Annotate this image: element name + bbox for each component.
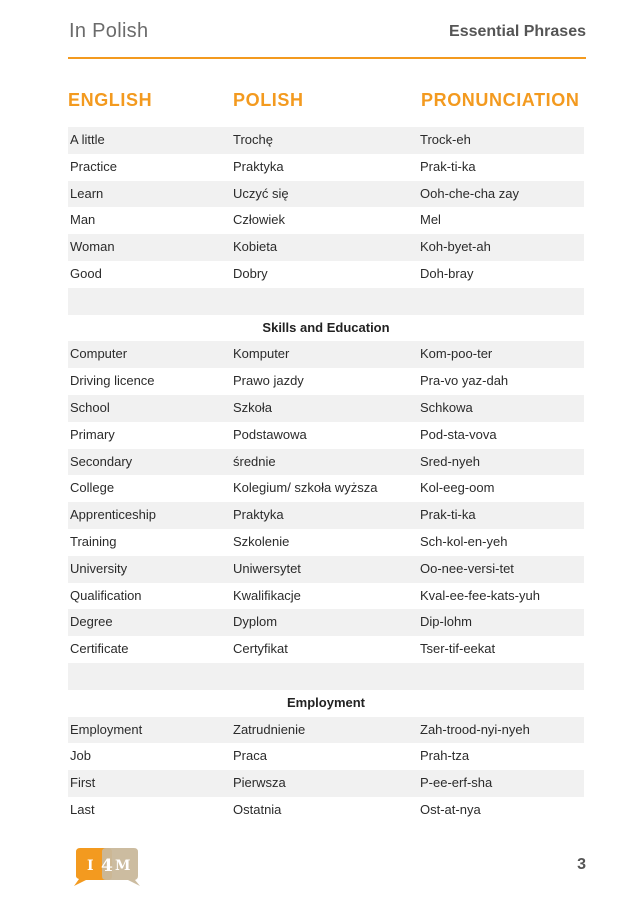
spacer-row bbox=[68, 288, 584, 315]
phrase-group-general bbox=[68, 127, 584, 288]
table-row bbox=[68, 368, 584, 395]
english-cell: Last bbox=[70, 801, 95, 817]
english-cell: Secondary bbox=[70, 453, 133, 469]
english-cell: Degree bbox=[70, 614, 113, 630]
table-row bbox=[68, 207, 584, 234]
pronunciation-cell: Schkowa bbox=[420, 399, 473, 415]
polish-cell: Pierwsza bbox=[233, 775, 286, 791]
pronunciation-cell: Pra-vo yaz-dah bbox=[420, 373, 509, 389]
section-row bbox=[68, 690, 584, 717]
polish-cell: Prawo jazdy bbox=[233, 373, 304, 389]
table-row bbox=[68, 743, 584, 770]
table-row bbox=[68, 422, 584, 449]
polish-cell: Kolegium/ szkoła wyższa bbox=[233, 480, 378, 496]
english-cell: Computer bbox=[70, 346, 128, 362]
polish-cell: Uniwersytet bbox=[233, 560, 301, 576]
pronunciation-cell: Kol-eeg-oom bbox=[420, 480, 495, 496]
english-cell: A little bbox=[70, 132, 105, 147]
polish-cell: Kobieta bbox=[233, 239, 278, 255]
english-cell: Qualification bbox=[70, 587, 142, 603]
english-cell: Job bbox=[70, 748, 91, 764]
logo-letter-i: I bbox=[87, 858, 94, 874]
table-row bbox=[68, 583, 584, 610]
table-row bbox=[68, 502, 584, 529]
polish-cell: Szkoła bbox=[233, 399, 273, 415]
table-row bbox=[68, 449, 584, 476]
table-row bbox=[68, 475, 584, 502]
pronunciation-cell: Sred-nyeh bbox=[420, 453, 480, 469]
english-cell: School bbox=[70, 399, 110, 415]
pronunciation-cell: Oo-nee-versi-tet bbox=[420, 560, 514, 576]
header-divider bbox=[68, 57, 586, 59]
table-row bbox=[68, 770, 584, 797]
polish-cell: Praktyka bbox=[233, 158, 284, 174]
pronunciation-cell: Mel bbox=[420, 212, 441, 228]
english-cell: University bbox=[70, 560, 128, 576]
english-cell: Good bbox=[70, 265, 102, 281]
polish-cell: Dyplom bbox=[233, 614, 278, 630]
english-cell: College bbox=[70, 480, 115, 496]
polish-cell: Praca bbox=[233, 748, 267, 764]
polish-cell: Praktyka bbox=[233, 507, 284, 523]
polish-cell: Certyfikat bbox=[233, 641, 288, 657]
polish-cell: Zatrudnienie bbox=[233, 721, 306, 737]
pronunciation-cell: Ooh-che-cha zay bbox=[420, 185, 519, 201]
pronunciation-cell: Dip-lohm bbox=[420, 614, 473, 630]
table-row bbox=[68, 717, 584, 744]
english-cell: Woman bbox=[70, 239, 115, 255]
table-row bbox=[68, 556, 584, 583]
section-heading-skills: Skills and Education bbox=[262, 319, 390, 335]
table-row bbox=[68, 609, 584, 636]
table-row bbox=[68, 127, 584, 154]
english-cell: Employment bbox=[70, 721, 143, 737]
pronunciation-cell: Ost-at-nya bbox=[420, 801, 481, 817]
english-cell: Training bbox=[70, 533, 117, 549]
table-row bbox=[68, 261, 584, 288]
polish-cell: Trochę bbox=[233, 132, 273, 147]
pronunciation-cell: P-ee-erf-sha bbox=[420, 775, 493, 791]
table-row bbox=[68, 797, 584, 824]
table-row bbox=[68, 395, 584, 422]
english-cell: Driving licence bbox=[70, 373, 155, 389]
pronunciation-cell: Zah-trood-nyi-nyeh bbox=[420, 721, 530, 737]
pronunciation-cell: Kval-ee-fee-kats-yuh bbox=[420, 587, 540, 603]
table-row bbox=[68, 529, 584, 556]
pronunciation-cell: Pod-sta-vova bbox=[420, 426, 497, 442]
logo-digit-4: 4 bbox=[101, 856, 113, 876]
polish-cell: Komputer bbox=[233, 346, 290, 362]
column-header-pronunciation: PRONUNCIATION bbox=[421, 90, 580, 110]
table-row bbox=[68, 234, 584, 261]
column-headers bbox=[68, 90, 586, 114]
document-subtitle: In Polish bbox=[69, 20, 149, 42]
english-cell: Apprenticeship bbox=[70, 507, 156, 523]
phrase-group-skills bbox=[68, 341, 584, 663]
page-number: 3 bbox=[577, 856, 586, 873]
english-cell: First bbox=[70, 775, 96, 791]
pronunciation-cell: Tser-tif-eekat bbox=[420, 641, 496, 657]
pronunciation-cell: Prak-ti-ka bbox=[420, 507, 476, 523]
pronunciation-cell: Koh-byet-ah bbox=[420, 239, 491, 255]
table-row bbox=[68, 154, 584, 181]
polish-cell: Podstawowa bbox=[233, 426, 307, 442]
polish-cell: Człowiek bbox=[233, 212, 286, 228]
english-cell: Primary bbox=[70, 426, 115, 442]
english-cell: Certificate bbox=[70, 641, 129, 657]
pronunciation-cell: Trock-eh bbox=[420, 132, 471, 147]
phrase-group-employment bbox=[68, 717, 584, 824]
english-cell: Learn bbox=[70, 185, 104, 201]
document-title: Essential Phrases bbox=[449, 23, 586, 40]
polish-cell: Ostatnia bbox=[233, 801, 282, 817]
polish-cell: średnie bbox=[233, 453, 276, 469]
spacer-row bbox=[68, 663, 584, 690]
logo-letter-m: M bbox=[115, 858, 131, 874]
english-cell: Practice bbox=[70, 158, 117, 174]
column-header-polish: POLISH bbox=[233, 90, 304, 110]
pronunciation-cell: Sch-kol-en-yeh bbox=[420, 533, 508, 549]
pronunciation-cell: Prak-ti-ka bbox=[420, 158, 476, 174]
table-row bbox=[68, 341, 584, 368]
section-row bbox=[68, 315, 584, 342]
polish-cell: Szkolenie bbox=[233, 533, 290, 549]
pronunciation-cell: Prah-tza bbox=[420, 748, 470, 764]
polish-cell: Kwalifikacje bbox=[233, 587, 301, 603]
english-cell: Man bbox=[70, 212, 96, 228]
phrase-table bbox=[68, 127, 584, 824]
polish-cell: Dobry bbox=[233, 265, 268, 281]
table-row bbox=[68, 181, 584, 208]
polish-cell: Uczyć się bbox=[233, 185, 289, 201]
table-row bbox=[68, 636, 584, 663]
section-heading-employment: Employment bbox=[286, 694, 365, 710]
pronunciation-cell: Doh-bray bbox=[420, 265, 474, 281]
column-header-english: ENGLISH bbox=[68, 90, 153, 110]
pronunciation-cell: Kom-poo-ter bbox=[420, 346, 493, 362]
i4m-logo bbox=[68, 846, 142, 888]
